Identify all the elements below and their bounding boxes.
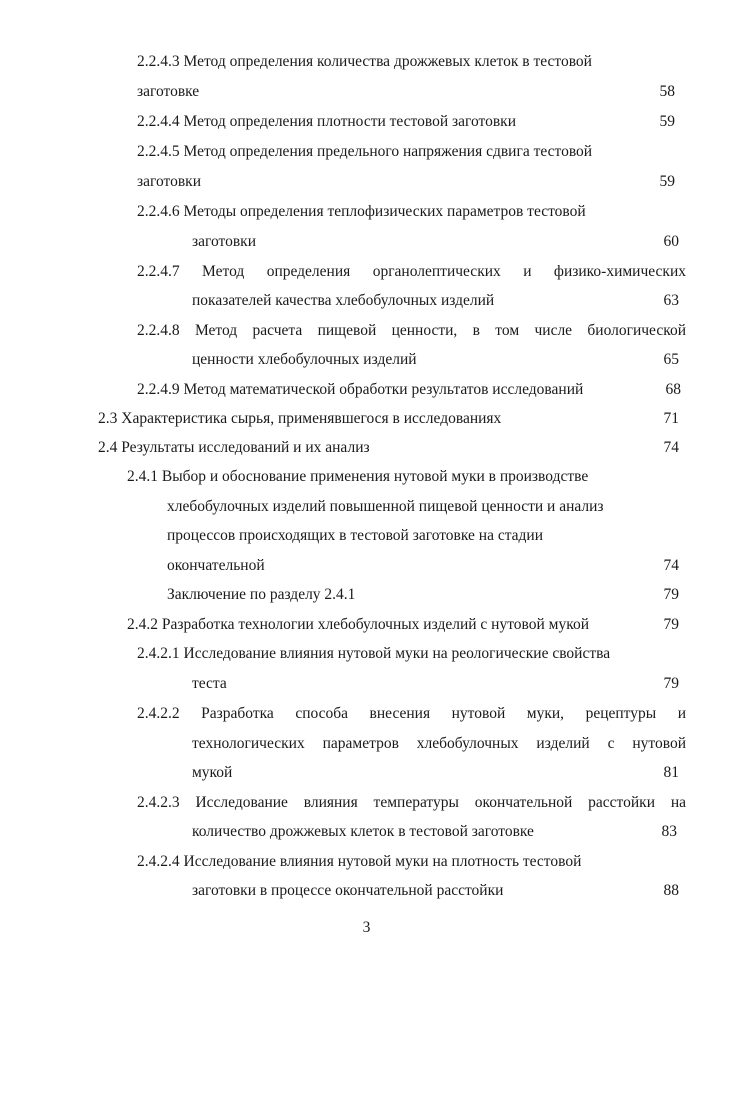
toc-entry-title: 2.4.2.3 Исследование влияния температуры окончательной расстойки на xyxy=(137,794,686,811)
toc-entry-title: 2.4 Результаты исследований и их анализ xyxy=(98,439,370,456)
toc-entry-title: 2.3 Характеристика сырья, применявшегося в исследованиях xyxy=(98,410,502,427)
toc-entry-title: 2.4.2.1 Исследование влияния нутовой муки на реологические свойства xyxy=(137,645,611,662)
toc-entry-title: 2.4.2 Разработка технологии хлебобулочных изделий с нутовой мукой xyxy=(127,616,590,633)
toc-entry-title: 2.2.4.8 Метод расчета пищевой ценности, в том числе биологической xyxy=(137,322,686,339)
toc-page-number: 79 xyxy=(663,675,679,692)
toc-page-number: 88 xyxy=(663,882,679,899)
toc-page-number: 71 xyxy=(663,410,679,427)
toc-entry-title-continued: окончательной xyxy=(167,557,265,574)
toc-entry-title: 2.2.4.9 Метод математической обработки результатов исследований xyxy=(137,381,584,398)
toc-page-number: 74 xyxy=(663,439,679,456)
page-number: 3 xyxy=(362,919,371,936)
toc-entry-title: 2.4.2.4 Исследование влияния нутовой муки на плотность тестовой xyxy=(137,853,582,870)
toc-entry-title-continued: заготовки xyxy=(192,233,256,250)
toc-page-number: 59 xyxy=(659,173,675,190)
toc-page-number: 65 xyxy=(663,351,679,368)
toc-page-number: 81 xyxy=(663,764,679,781)
toc-entry-title-continued: количество дрожжевых клеток в тестовой заготовке xyxy=(192,823,534,840)
toc-entry-title-continued: хлебобулочных изделий повышенной пищевой ценности и анализ xyxy=(167,498,604,515)
toc-entry-title: 2.2.4.6 Методы определения теплофизических параметров тестовой xyxy=(137,203,586,220)
toc-entry-title-continued: заготовки в процессе окончательной расстойки xyxy=(192,882,504,899)
toc-entry-title: Заключение по разделу 2.4.1 xyxy=(167,586,356,603)
toc-page-number: 63 xyxy=(663,292,679,309)
toc-entry-title-continued: теста xyxy=(192,675,227,692)
toc-entry-title: 2.4.2.2 Разработка способа внесения нутовой муки, рецептуры и xyxy=(137,705,686,722)
toc-page-number: 74 xyxy=(663,557,679,574)
toc-page-number: 68 xyxy=(665,381,681,398)
toc-entry-title-continued: мукой xyxy=(192,764,233,781)
toc-entry-title-continued: технологических параметров хлебобулочных изделий с нутовой xyxy=(192,735,686,752)
toc-entry-title-continued: заготовке xyxy=(137,83,200,100)
toc-entry-title: 2.2.4.3 Метод определения количества дрожжевых клеток в тестовой xyxy=(137,53,592,70)
toc-entry-title: 2.2.4.7 Метод определения органолептических и физико-химических xyxy=(137,263,686,280)
toc-page-number: 60 xyxy=(663,233,679,250)
toc-entry-title: 2.2.4.4 Метод определения плотности тестовой заготовки xyxy=(137,113,516,130)
toc-entry-title-continued: показателей качества хлебобулочных изделий xyxy=(192,292,495,309)
toc-page-number: 79 xyxy=(663,616,679,633)
toc-page-number: 83 xyxy=(661,823,677,840)
toc-entry-title: 2.4.1 Выбор и обоснование применения нутовой муки в производстве xyxy=(127,468,589,485)
toc-entry-title-continued: ценности хлебобулочных изделий xyxy=(192,351,417,368)
toc-entry-title-continued: заготовки xyxy=(137,173,201,190)
toc-page-number: 58 xyxy=(659,83,675,100)
toc-entry-title-continued: процессов происходящих в тестовой заготовке на стадии xyxy=(167,527,544,544)
toc-page-number: 59 xyxy=(659,113,675,130)
toc-entry-title: 2.2.4.5 Метод определения предельного напряжения сдвига тестовой xyxy=(137,143,593,160)
toc-page-number: 79 xyxy=(663,586,679,603)
